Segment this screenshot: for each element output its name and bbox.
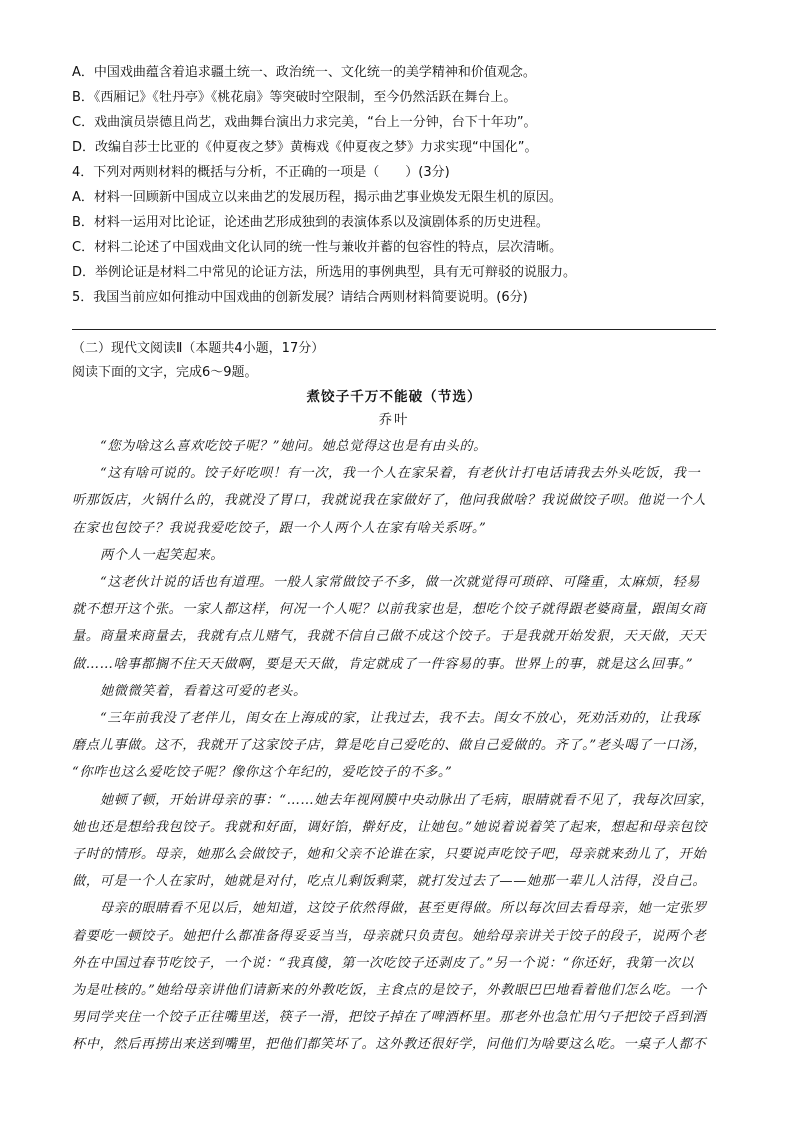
passage-line: 子时的情形。母亲，她那么会做饺子，她和父亲不论谁在家，只要说声吃饺子吧，母亲就来劲儿了，开始 xyxy=(72,847,707,862)
passage-line: “您为啥这么喜欢吃饺子呢？”她问。她总觉得这也是有由头的。 xyxy=(100,439,487,454)
passage-line: 听那饭店，火锅什么的，我就没了胃口，我就说我在家做好了，他问我做啥？我说做饺子呗。他说一个人 xyxy=(72,493,707,509)
passage-author: 乔叶 xyxy=(378,413,410,428)
passage-line: “你咋也这么爱吃饺子呢？像你这个年纪的，爱吃饺子的不多。” xyxy=(72,765,453,781)
question-line: A．材料一回顾新中国成立以来曲艺的发展历程，揭示曲艺事业焕发无限生机的原因。 xyxy=(72,190,562,205)
section-heading: （二）现代文阅读Ⅱ（本题共4小题，17分） xyxy=(72,341,325,356)
passage-line: 两个人一起笑起来。 xyxy=(100,547,225,563)
passage-line: “这老伙计说的话也有道理。一般人家常做饺子不多，做一次就觉得可琐碎、可隆重，太麻烦，轻易 xyxy=(100,575,701,590)
question-line: D．改编自莎士比亚的《仲夏夜之梦》黄梅戏《仲夏夜之梦》力求实现“中国化”。 xyxy=(72,140,538,155)
section-divider xyxy=(72,329,716,330)
passage-line: 杯中，然后再捞出来送到嘴里，把他们都笑坏了。这外教还很好学，问他们为啥要这么吃。一桌子人都不 xyxy=(72,1037,707,1053)
question-line: 5．我国当前应如何推动中国戏曲的创新发展？请结合两则材料简要说明。(6分) xyxy=(72,290,528,305)
section-instruction: 阅读下面的文字，完成6～9题。 xyxy=(72,365,258,380)
question-line: A．中国戏曲蕴含着追求疆土统一、政治统一、文化统一的美学精神和价值观念。 xyxy=(72,65,536,80)
passage-line: 为是吐核的。”她给母亲讲他们请新来的外教吃饭，主食点的是饺子，外教眼巴巴地看着他们怎么吃。一个 xyxy=(72,983,707,998)
question-line: D．举例论证是材料二中常见的论证方法，所选用的事例典型，具有无可辩驳的说服力。 xyxy=(72,265,577,280)
passage-line: 她顿了顿，开始讲母亲的事：“……她去年视网膜中央动脉出了毛病，眼睛就看不见了，我每次回家， xyxy=(100,792,714,808)
passage-line: 就不想开这个张。一家人都这样，何况一个人呢？以前我家也是，想吃个饺子就得跟老婆商量，跟闺女商 xyxy=(72,602,707,618)
passage-line: “三年前我没了老伴儿，闺女在上海成的家，让我过去，我不去。闺女不放心，死劝活劝的，让我琢 xyxy=(100,711,701,726)
question-line: 4．下列对两则材料的概括与分析，不正确的一项是（ ）(3分) xyxy=(72,165,450,180)
passage-line: 男同学夹住一个饺子正往嘴里送，筷子一滑，把饺子掉在了啤酒杯里。那老外也急忙用勺子把饺子舀到酒 xyxy=(72,1010,707,1026)
passage-line: 外在中国过春节吃饺子，一个说：“我真傻，第一次吃饺子还剥皮了。”另一个说：“你还好，我第一次以 xyxy=(72,955,695,971)
passage-line: 磨点儿事做。这不，我就开了这家饺子店，算是吃自己爱吃的、做自己爱做的。齐了。”老头喝了一口汤， xyxy=(72,738,707,754)
question-line: B．材料一运用对比论证，论述曲艺形成独到的表演体系以及演剧体系的历史进程。 xyxy=(72,215,549,230)
question-line: C．材料二论述了中国戏曲文化认同的统一性与兼收并蓄的包容性的特点，层次清晰。 xyxy=(72,240,563,255)
passage-line: 做……啥事都搁不住天天做啊，要是天天做，肯定就成了一件容易的事。世界上的事，就是这么回事。” xyxy=(72,656,694,672)
passage-line: “这有啥可说的。饺子好吃呗！有一次，我一个人在家呆着，有老伙计打电话请我去外头吃饭，我一 xyxy=(100,466,701,482)
question-line: B．《西厢记》《牡丹亭》《桃花扇》等突破时空限制，至今仍然活跃在舞台上。 xyxy=(72,90,517,105)
passage-line: 她微微笑着，看着这可爱的老头。 xyxy=(100,683,307,699)
passage-line: 母亲的眼睛看不见以后，她知道，这饺子依然得做，甚至更得做。所以每次回去看母亲，她一定张罗 xyxy=(100,901,707,917)
passage-line: 着要吃一顿饺子。她把什么都准备得妥妥当当，母亲就只负责包。她给母亲讲关于饺子的段子，说两个老 xyxy=(72,928,707,944)
question-line: C．戏曲演员崇德且尚艺，戏曲舞台演出力求完美，“台上一分钟，台下十年功”。 xyxy=(72,115,537,130)
passage-line: 她也还是想给我包饺子。我就和好面，调好馅，擀好皮，让她包。”她说着说着笑了起来，想起和母亲包饺 xyxy=(72,819,707,835)
passage-line: 量。商量来商量去，我就有点儿赌气，我就不信自己做不成这个饺子。于是我就开始发狠，天天做，天天 xyxy=(72,629,707,645)
passage-title: 煮饺子千万不能破（节选） xyxy=(306,389,482,405)
passage-line: 在家也包饺子？我说我爱吃饺子，跟一个人两个人在家有啥关系呀。” xyxy=(72,520,487,536)
passage-line: 做，可是一个人在家时，她就是对付，吃点儿剩饭剩菜，就打发过去了——她那一辈儿人沽得，没自己。 xyxy=(72,874,707,890)
